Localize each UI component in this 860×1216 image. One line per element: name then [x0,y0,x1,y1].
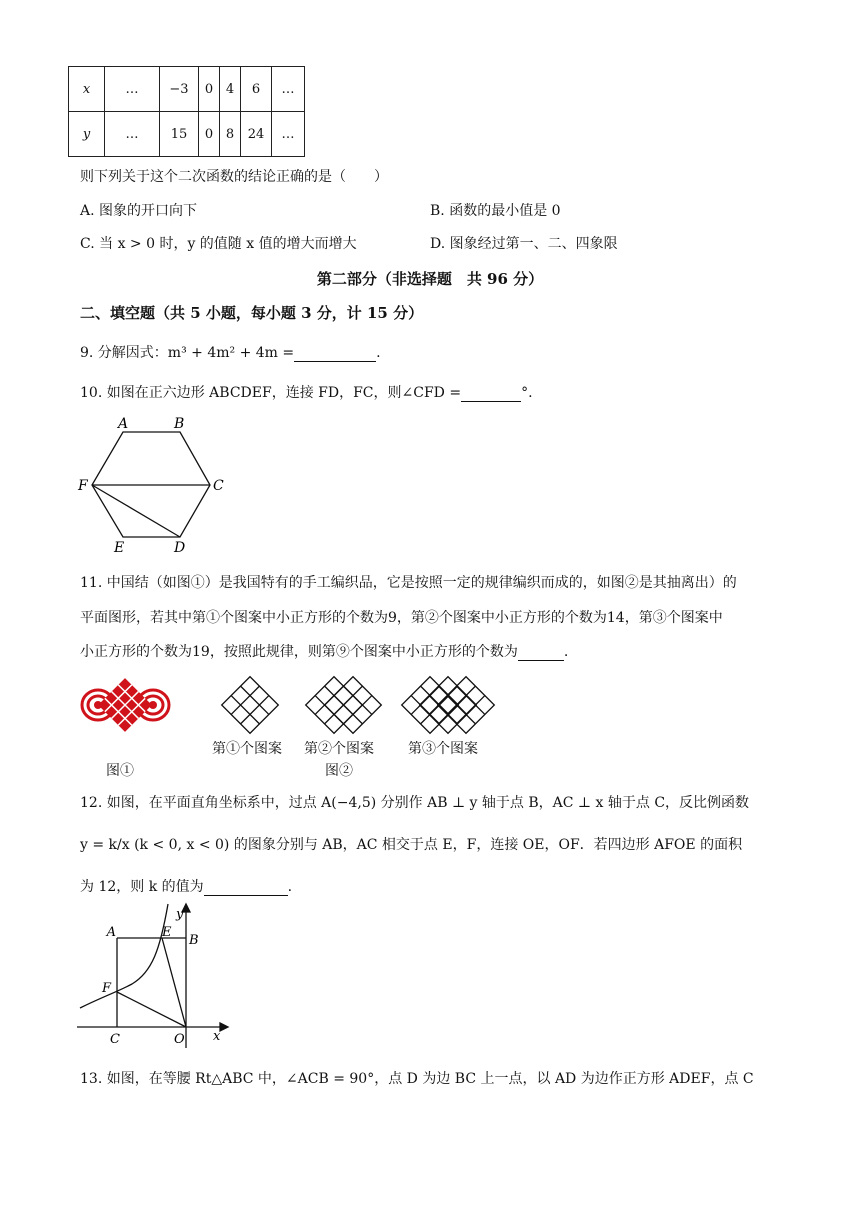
table-cell: 24 [241,112,272,157]
q9-end: . [376,345,381,361]
pattern-2 [300,674,388,738]
caption-fig1: 图① [106,763,134,779]
caption-fig2: 图② [325,763,353,779]
hex-label-F: F [78,478,88,494]
q11-answer-blank[interactable] [518,660,564,661]
table-cell: 15 [160,112,199,157]
q9-answer-blank[interactable] [294,361,376,362]
q11-line2: 平面图形，若其中第①个图案中小正方形的个数为9，第②个图案中小正方形的个数为14，第③个图案中 [80,610,723,626]
table-cell: 0 [199,112,220,157]
x-axis-arrow [220,1023,228,1031]
fig-label-A: A [106,925,116,940]
pattern-1 [216,674,286,738]
q8-option-c[interactable]: C. 当 x > 0 时，y 的值随 x 值的增大而增大 [80,236,357,252]
hex-label-C: C [213,478,224,494]
q9-text: 9. 分解因式：m³ + 4m² + 4m = [80,345,295,361]
part2-title: 第二部分（非选择题 共 96 分） [316,270,544,288]
table-cell: … [272,112,305,157]
table-cell: y [69,112,105,157]
q11-line1: 11. 中国结（如图①）是我国特有的手工编织品，它是按照一定的规律编织而成的，如图②是其抽离出）的 [80,575,737,591]
q10-end: °. [521,385,533,401]
q13-line1: 13. 如图，在等腰 Rt△ABC 中，∠ACB = 90°，点 D 为边 BC 上一点，以 AD 为边作正方形 ADEF，点 C [80,1071,754,1087]
q10-text: 10. 如图在正六边形 ABCDEF，连接 FD，FC，则∠CFD = [80,385,462,401]
section2-title: 二、填空题（共 5 小题，每小题 3 分，计 15 分） [80,304,424,322]
table-cell: 0 [199,67,220,112]
coordinate-figure [72,900,232,1050]
fig-label-B: B [189,933,199,948]
q10 [80,382,533,402]
table-row [69,67,305,112]
hex-label-A: A [118,416,129,432]
q11-end: . [563,644,569,660]
hex-label-B: B [174,416,185,432]
fig-label-C: C [110,1032,120,1047]
value-table [68,66,305,157]
fig-label-E: E [162,925,172,940]
chinese-knot-image [78,672,173,744]
q12-line3-text: 为 12，则 k 的值为 [80,879,204,895]
q10-answer-blank[interactable] [461,401,521,402]
q12-answer-blank[interactable] [204,895,288,896]
table-cell: 6 [241,67,272,112]
hex-label-E: E [114,540,125,556]
table-row [69,112,305,157]
segment-OE [162,938,186,1027]
segment-OF [117,992,186,1027]
table-cell: … [105,67,160,112]
table-cell: 4 [220,67,241,112]
table-cell: x [69,67,105,112]
segment-FD [92,485,180,537]
fig-label-x: x [213,1029,221,1044]
fig-label-F: F [102,981,112,996]
q11-line3 [80,641,568,661]
table-cell: … [105,112,160,157]
q8-stem: 则下列关于这个二次函数的结论正确的是（ ） [80,169,388,185]
fig-label-y: y [176,907,184,922]
q9 [80,342,381,362]
caption-pattern-1: 第①个图案 [212,741,282,757]
q8-option-a[interactable]: A. 图象的开口向下 [80,203,198,219]
hexagon-figure [70,412,240,557]
q12-line3 [80,876,292,896]
q8-option-d[interactable]: D. 图象经过第一、二、四象限 [430,236,618,252]
pattern-3 [396,674,500,738]
q11-line3-text: 小正方形的个数为19，按照此规律，则第⑨个图案中小正方形的个数为 [80,644,518,660]
table-cell: −3 [160,67,199,112]
q8-option-b[interactable]: B. 函数的最小值是 0 [430,203,561,219]
hex-label-D: D [174,540,186,556]
q12-line2: y = k/x (k < 0, x < 0) 的图象分别与 AB，AC 相交于点 E，F，连接 OE，OF．若四边形 AFOE 的面积 [80,837,743,853]
q12-line1: 12. 如图，在平面直角坐标系中，过点 A(−4,5) 分别作 AB ⊥ y 轴于点 B，AC ⊥ x 轴于点 C，反比例函数 [80,795,750,811]
table-cell: 8 [220,112,241,157]
table-cell: … [272,67,305,112]
fig-label-O: O [174,1032,185,1047]
caption-pattern-2: 第②个图案 [304,741,374,757]
hyperbola-curve [80,904,168,1008]
caption-pattern-3: 第③个图案 [408,741,478,757]
q12-end: . [287,879,293,895]
